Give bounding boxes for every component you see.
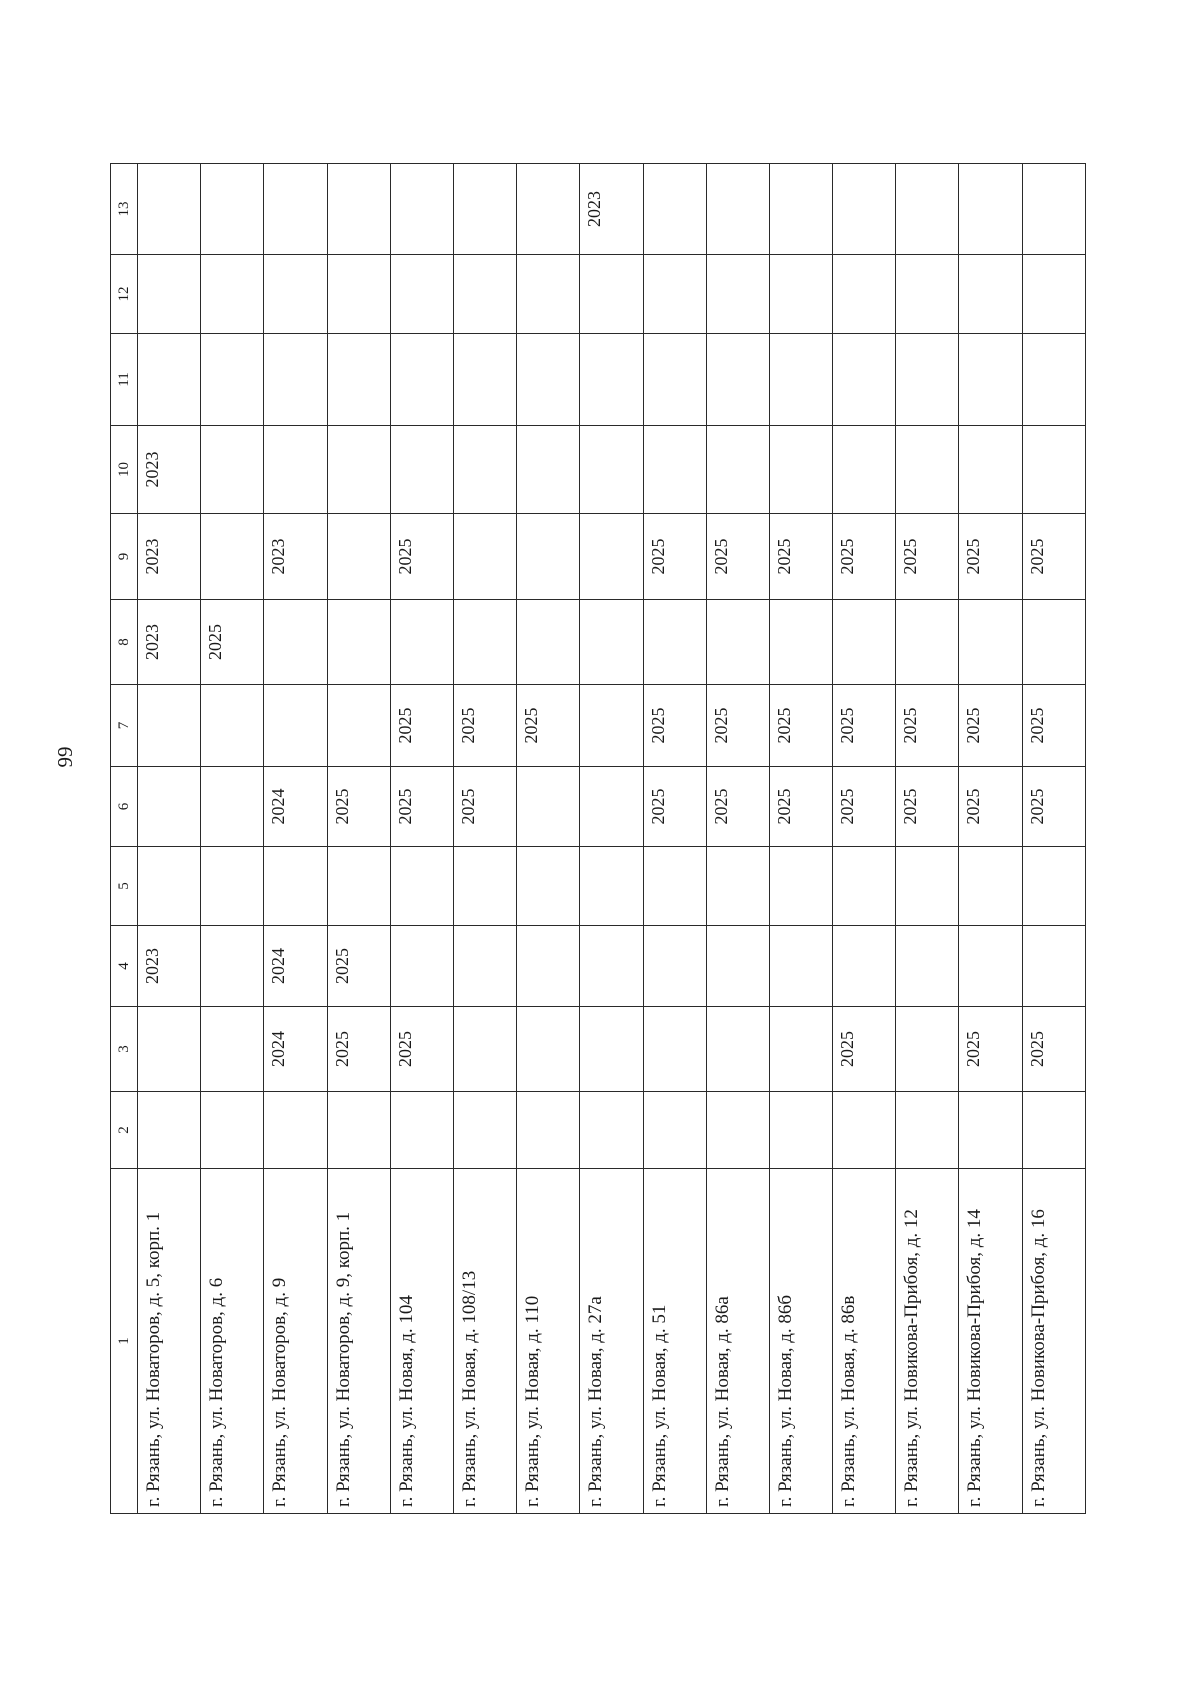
year-cell-col-9: 2025 <box>643 514 706 600</box>
year-cell-col-11 <box>453 334 516 426</box>
year-cell-col-12 <box>833 255 896 334</box>
year-cell-col-7 <box>138 685 201 767</box>
year-cell-col-11 <box>201 334 264 426</box>
year-cell-col-7 <box>201 685 264 767</box>
year-cell-col-5 <box>201 847 264 926</box>
header-row <box>111 164 138 1514</box>
year-cell-col-8 <box>580 600 643 685</box>
table-row <box>264 164 327 1514</box>
year-cell-col-2 <box>201 1092 264 1169</box>
address-cell: г. Рязань, ул. Новая, д. 86б <box>769 1169 832 1514</box>
address-cell: г. Рязань, ул. Новая, д. 110 <box>517 1169 580 1514</box>
year-cell-col-3: 2025 <box>833 1007 896 1092</box>
year-cell-col-2 <box>833 1092 896 1169</box>
year-cell-col-11 <box>706 334 769 426</box>
year-cell-col-9: 2025 <box>769 514 832 600</box>
year-cell-col-6: 2025 <box>706 767 769 847</box>
year-cell-col-12 <box>896 255 959 334</box>
address-cell: г. Рязань, ул. Новая, д. 27а <box>580 1169 643 1514</box>
year-cell-col-10 <box>1022 426 1085 514</box>
year-cell-col-4 <box>643 926 706 1007</box>
address-cell: г. Рязань, ул. Новая, д. 108/13 <box>453 1169 516 1514</box>
year-cell-col-3 <box>706 1007 769 1092</box>
year-cell-col-12 <box>138 255 201 334</box>
address-cell: г. Рязань, ул. Новая, д. 104 <box>390 1169 453 1514</box>
year-cell-col-7 <box>327 685 390 767</box>
year-cell-col-12 <box>327 255 390 334</box>
year-cell-col-7: 2025 <box>959 685 1022 767</box>
year-cell-col-6 <box>517 767 580 847</box>
year-cell-col-12 <box>201 255 264 334</box>
year-cell-col-3: 2025 <box>959 1007 1022 1092</box>
column-header-5: 5 <box>111 847 138 926</box>
year-cell-col-13 <box>769 164 832 255</box>
schedule-table <box>110 163 1086 1514</box>
year-cell-col-4: 2025 <box>327 926 390 1007</box>
year-cell-col-10 <box>643 426 706 514</box>
year-cell-col-8 <box>327 600 390 685</box>
schedule-table-wrapper <box>110 164 1086 1514</box>
year-cell-col-12 <box>264 255 327 334</box>
year-cell-col-5 <box>390 847 453 926</box>
year-cell-col-12 <box>1022 255 1085 334</box>
year-cell-col-3 <box>580 1007 643 1092</box>
year-cell-col-3 <box>896 1007 959 1092</box>
year-cell-col-8 <box>517 600 580 685</box>
year-cell-col-13 <box>264 164 327 255</box>
year-cell-col-11 <box>1022 334 1085 426</box>
year-cell-col-3 <box>517 1007 580 1092</box>
year-cell-col-4: 2023 <box>138 926 201 1007</box>
year-cell-col-2 <box>643 1092 706 1169</box>
year-cell-col-5 <box>643 847 706 926</box>
year-cell-col-12 <box>643 255 706 334</box>
year-cell-col-5 <box>517 847 580 926</box>
year-cell-col-7: 2025 <box>1022 685 1085 767</box>
year-cell-col-10 <box>201 426 264 514</box>
year-cell-col-11 <box>643 334 706 426</box>
year-cell-col-7: 2025 <box>833 685 896 767</box>
address-cell: г. Рязань, ул. Новикова-Прибоя, д. 14 <box>959 1169 1022 1514</box>
column-header-3: 3 <box>111 1007 138 1092</box>
year-cell-col-13 <box>517 164 580 255</box>
table-row <box>453 164 516 1514</box>
table-row <box>896 164 959 1514</box>
year-cell-col-6: 2025 <box>833 767 896 847</box>
year-cell-col-10 <box>517 426 580 514</box>
year-cell-col-5 <box>580 847 643 926</box>
year-cell-col-7: 2025 <box>769 685 832 767</box>
year-cell-col-10 <box>327 426 390 514</box>
year-cell-col-4 <box>769 926 832 1007</box>
address-cell: г. Рязань, ул. Новая, д. 86в <box>833 1169 896 1514</box>
address-cell: г. Рязань, ул. Новаторов, д. 5, корп. 1 <box>138 1169 201 1514</box>
year-cell-col-4 <box>959 926 1022 1007</box>
year-cell-col-13 <box>327 164 390 255</box>
year-cell-col-10 <box>453 426 516 514</box>
column-header-10: 10 <box>111 426 138 514</box>
year-cell-col-6: 2025 <box>643 767 706 847</box>
column-header-7: 7 <box>111 685 138 767</box>
year-cell-col-12 <box>769 255 832 334</box>
year-cell-col-4 <box>517 926 580 1007</box>
year-cell-col-6: 2025 <box>896 767 959 847</box>
year-cell-col-9: 2025 <box>959 514 1022 600</box>
year-cell-col-6 <box>201 767 264 847</box>
year-cell-col-6 <box>138 767 201 847</box>
year-cell-col-5 <box>327 847 390 926</box>
year-cell-col-13 <box>643 164 706 255</box>
year-cell-col-5 <box>896 847 959 926</box>
year-cell-col-13 <box>959 164 1022 255</box>
column-header-13: 13 <box>111 164 138 255</box>
year-cell-col-13 <box>138 164 201 255</box>
column-header-1: 1 <box>111 1169 138 1514</box>
year-cell-col-4 <box>580 926 643 1007</box>
table-row <box>706 164 769 1514</box>
year-cell-col-7 <box>580 685 643 767</box>
table-row <box>327 164 390 1514</box>
year-cell-col-12 <box>390 255 453 334</box>
year-cell-col-9: 2025 <box>833 514 896 600</box>
year-cell-col-3 <box>138 1007 201 1092</box>
year-cell-col-4 <box>833 926 896 1007</box>
year-cell-col-10 <box>580 426 643 514</box>
year-cell-col-3 <box>453 1007 516 1092</box>
year-cell-col-2 <box>959 1092 1022 1169</box>
year-cell-col-5 <box>706 847 769 926</box>
year-cell-col-2 <box>580 1092 643 1169</box>
year-cell-col-11 <box>327 334 390 426</box>
year-cell-col-5 <box>138 847 201 926</box>
address-cell: г. Рязань, ул. Новая, д. 86а <box>706 1169 769 1514</box>
year-cell-col-8 <box>643 600 706 685</box>
year-cell-col-6: 2024 <box>264 767 327 847</box>
column-header-12: 12 <box>111 255 138 334</box>
year-cell-col-6 <box>580 767 643 847</box>
year-cell-col-9 <box>517 514 580 600</box>
year-cell-col-8: 2023 <box>138 600 201 685</box>
year-cell-col-11 <box>580 334 643 426</box>
address-cell: г. Рязань, ул. Новаторов, д. 6 <box>201 1169 264 1514</box>
year-cell-col-3 <box>769 1007 832 1092</box>
year-cell-col-8 <box>1022 600 1085 685</box>
year-cell-col-12 <box>453 255 516 334</box>
year-cell-col-4 <box>453 926 516 1007</box>
year-cell-col-5 <box>959 847 1022 926</box>
year-cell-col-7: 2025 <box>643 685 706 767</box>
year-cell-col-10 <box>959 426 1022 514</box>
table-row <box>959 164 1022 1514</box>
year-cell-col-3 <box>201 1007 264 1092</box>
year-cell-col-5 <box>769 847 832 926</box>
year-cell-col-2 <box>769 1092 832 1169</box>
year-cell-col-9 <box>453 514 516 600</box>
year-cell-col-11 <box>833 334 896 426</box>
year-cell-col-13 <box>390 164 453 255</box>
year-cell-col-10 <box>706 426 769 514</box>
year-cell-col-8: 2025 <box>201 600 264 685</box>
year-cell-col-13 <box>896 164 959 255</box>
year-cell-col-5 <box>833 847 896 926</box>
year-cell-col-13 <box>453 164 516 255</box>
year-cell-col-8 <box>706 600 769 685</box>
year-cell-col-2 <box>138 1092 201 1169</box>
address-cell: г. Рязань, ул. Новаторов, д. 9 <box>264 1169 327 1514</box>
year-cell-col-7 <box>264 685 327 767</box>
year-cell-col-11 <box>390 334 453 426</box>
year-cell-col-6: 2025 <box>959 767 1022 847</box>
page-number: 99 <box>53 746 77 768</box>
year-cell-col-3: 2025 <box>1022 1007 1085 1092</box>
year-cell-col-10 <box>264 426 327 514</box>
year-cell-col-10 <box>833 426 896 514</box>
column-header-2: 2 <box>111 1092 138 1169</box>
table-row <box>517 164 580 1514</box>
year-cell-col-13: 2023 <box>580 164 643 255</box>
year-cell-col-7: 2025 <box>517 685 580 767</box>
year-cell-col-11 <box>264 334 327 426</box>
column-header-9: 9 <box>111 514 138 600</box>
year-cell-col-11 <box>896 334 959 426</box>
year-cell-col-11 <box>959 334 1022 426</box>
year-cell-col-8 <box>769 600 832 685</box>
table-row <box>643 164 706 1514</box>
year-cell-col-9 <box>327 514 390 600</box>
year-cell-col-9: 2025 <box>390 514 453 600</box>
table-row <box>1022 164 1085 1514</box>
year-cell-col-2 <box>453 1092 516 1169</box>
year-cell-col-2 <box>264 1092 327 1169</box>
year-cell-col-2 <box>517 1092 580 1169</box>
year-cell-col-8 <box>264 600 327 685</box>
year-cell-col-5 <box>1022 847 1085 926</box>
year-cell-col-3: 2025 <box>390 1007 453 1092</box>
year-cell-col-3: 2025 <box>327 1007 390 1092</box>
year-cell-col-9 <box>201 514 264 600</box>
year-cell-col-4 <box>201 926 264 1007</box>
year-cell-col-7: 2025 <box>453 685 516 767</box>
year-cell-col-5 <box>453 847 516 926</box>
table-row <box>390 164 453 1514</box>
year-cell-col-8 <box>833 600 896 685</box>
year-cell-col-4 <box>706 926 769 1007</box>
year-cell-col-8 <box>896 600 959 685</box>
address-cell: г. Рязань, ул. Новикова-Прибоя, д. 12 <box>896 1169 959 1514</box>
year-cell-col-3 <box>643 1007 706 1092</box>
year-cell-col-7: 2025 <box>896 685 959 767</box>
table-body <box>138 164 1086 1514</box>
year-cell-col-9 <box>580 514 643 600</box>
year-cell-col-12 <box>706 255 769 334</box>
year-cell-col-8 <box>959 600 1022 685</box>
year-cell-col-10 <box>769 426 832 514</box>
column-header-8: 8 <box>111 600 138 685</box>
year-cell-col-2 <box>896 1092 959 1169</box>
year-cell-col-12 <box>517 255 580 334</box>
year-cell-col-4 <box>390 926 453 1007</box>
year-cell-col-13 <box>201 164 264 255</box>
address-cell: г. Рязань, ул. Новаторов, д. 9, корп. 1 <box>327 1169 390 1514</box>
year-cell-col-6: 2025 <box>390 767 453 847</box>
table-row <box>138 164 201 1514</box>
year-cell-col-9: 2025 <box>896 514 959 600</box>
column-header-6: 6 <box>111 767 138 847</box>
year-cell-col-6: 2025 <box>453 767 516 847</box>
address-cell: г. Рязань, ул. Новая, д. 51 <box>643 1169 706 1514</box>
year-cell-col-7: 2025 <box>706 685 769 767</box>
year-cell-col-10 <box>896 426 959 514</box>
year-cell-col-3: 2024 <box>264 1007 327 1092</box>
year-cell-col-12 <box>959 255 1022 334</box>
year-cell-col-8 <box>453 600 516 685</box>
year-cell-col-6: 2025 <box>769 767 832 847</box>
year-cell-col-6: 2025 <box>327 767 390 847</box>
year-cell-col-12 <box>580 255 643 334</box>
year-cell-col-10: 2023 <box>138 426 201 514</box>
year-cell-col-11 <box>769 334 832 426</box>
year-cell-col-9: 2025 <box>1022 514 1085 600</box>
year-cell-col-11 <box>517 334 580 426</box>
year-cell-col-2 <box>1022 1092 1085 1169</box>
year-cell-col-5 <box>264 847 327 926</box>
year-cell-col-6: 2025 <box>1022 767 1085 847</box>
year-cell-col-13 <box>833 164 896 255</box>
year-cell-col-4: 2024 <box>264 926 327 1007</box>
year-cell-col-2 <box>706 1092 769 1169</box>
year-cell-col-9: 2023 <box>264 514 327 600</box>
year-cell-col-8 <box>390 600 453 685</box>
year-cell-col-13 <box>1022 164 1085 255</box>
year-cell-col-9: 2025 <box>706 514 769 600</box>
table-row <box>201 164 264 1514</box>
year-cell-col-13 <box>706 164 769 255</box>
year-cell-col-2 <box>390 1092 453 1169</box>
column-header-4: 4 <box>111 926 138 1007</box>
year-cell-col-7: 2025 <box>390 685 453 767</box>
year-cell-col-4 <box>896 926 959 1007</box>
table-row <box>769 164 832 1514</box>
table-row <box>833 164 896 1514</box>
year-cell-col-2 <box>327 1092 390 1169</box>
column-header-11: 11 <box>111 334 138 426</box>
year-cell-col-9: 2023 <box>138 514 201 600</box>
address-cell: г. Рязань, ул. Новикова-Прибоя, д. 16 <box>1022 1169 1085 1514</box>
year-cell-col-4 <box>1022 926 1085 1007</box>
table-row <box>580 164 643 1514</box>
year-cell-col-11 <box>138 334 201 426</box>
year-cell-col-10 <box>390 426 453 514</box>
